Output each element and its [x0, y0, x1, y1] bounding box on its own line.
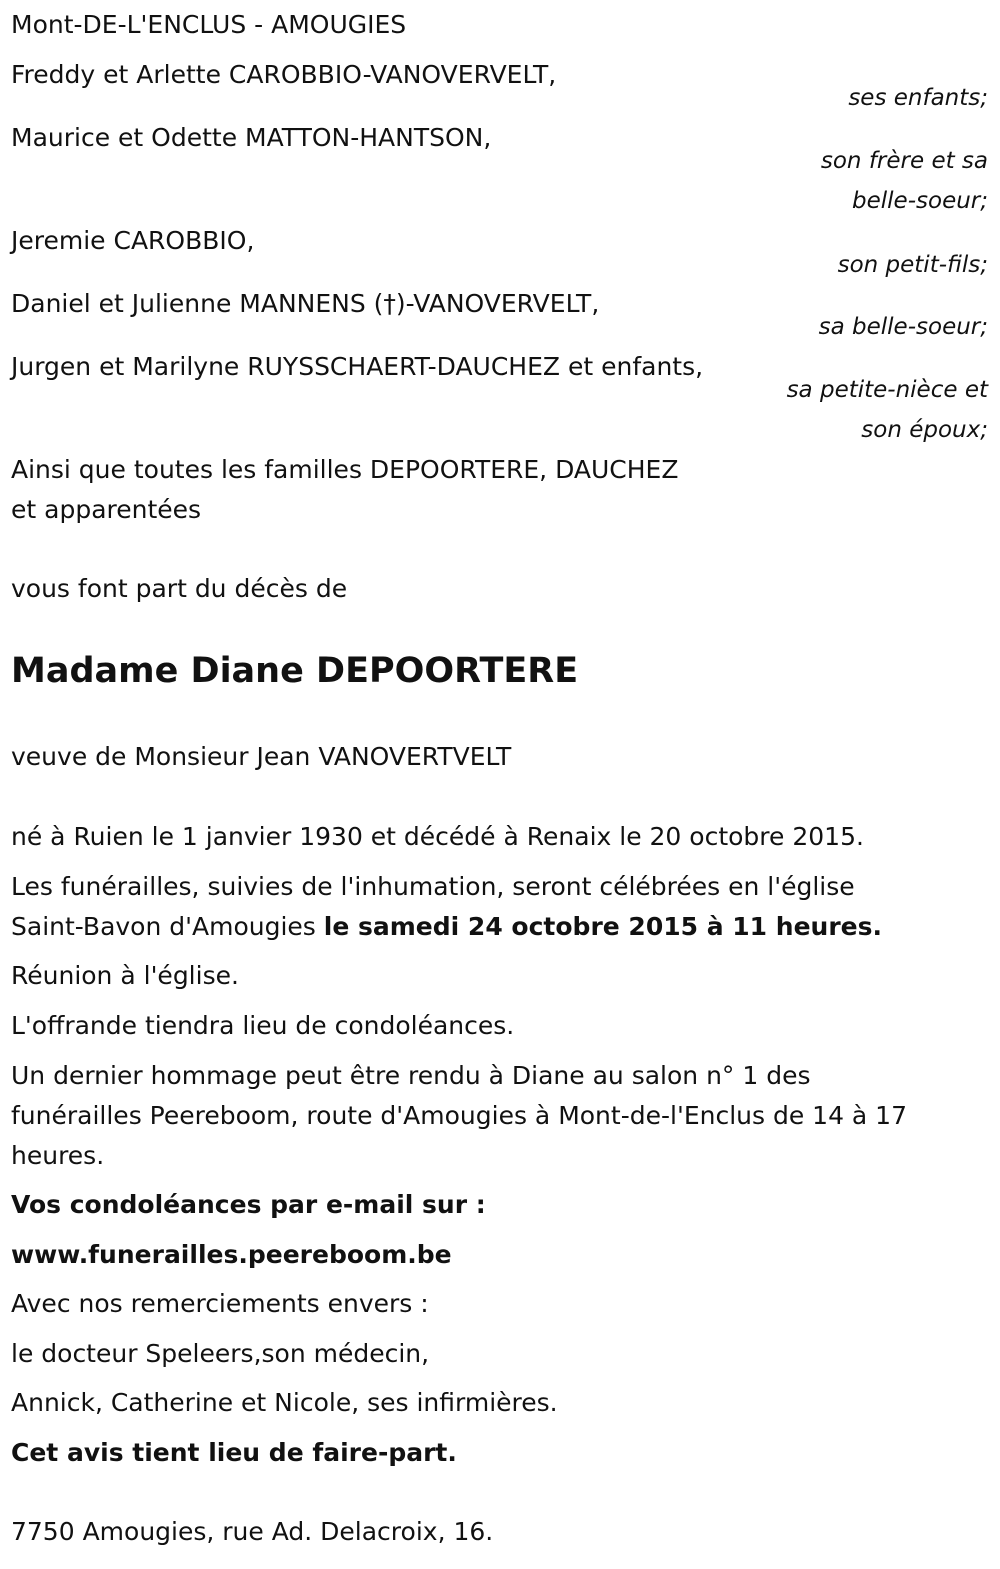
family-names-5: Jurgen et Marilyne RUYSSCHAERT-DAUCHEZ et enfants, — [11, 352, 704, 381]
thanks-doctor: le docteur Speleers,son médecin, — [11, 1339, 430, 1368]
funeral-date: le samedi 24 octobre 2015 à 11 heures. — [323, 912, 882, 941]
family-relation-1: ses enfants; — [848, 85, 988, 111]
family-relation-5a: sa petite-nièce et — [786, 377, 988, 403]
family-relation-2b: belle-soeur; — [852, 188, 988, 214]
birth-death-text: né à Ruien le 1 janvier 1930 et décédé à Renaix le 20 octobre 2015. — [11, 822, 864, 851]
header-location: Mont-DE-L'ENCLUS - AMOUGIES — [11, 10, 407, 39]
thanks-nurses: Annick, Catherine et Nicole, ses infirmières. — [11, 1388, 558, 1417]
family-names-2: Maurice et Odette MATTON-HANTSON, — [11, 123, 492, 152]
tribute-line-3: heures. — [11, 1141, 105, 1170]
thanks-intro: Avec nos remerciements envers : — [11, 1289, 429, 1318]
families-line-2: et apparentées — [11, 495, 202, 524]
funeral-line-2 — [11, 907, 882, 947]
address-text: 7750 Amougies, rue Ad. Delacroix, 16. — [11, 1517, 494, 1546]
family-relation-4: sa belle-soeur; — [818, 314, 988, 340]
family-names-3: Jeremie CAROBBIO, — [11, 226, 255, 255]
funeral-church: Saint-Bavon d'Amougies — [11, 912, 324, 941]
widow-text: veuve de Monsieur Jean VANOVERTVELT — [11, 742, 512, 771]
family-relation-2a: son frère et sa — [820, 148, 988, 174]
families-line-1: Ainsi que toutes les familles DEPOORTERE, DAUCHEZ — [11, 455, 679, 484]
faire-part-notice: Cet avis tient lieu de faire-part. — [11, 1438, 457, 1467]
offering-text: L'offrande tiendra lieu de condoléances. — [11, 1011, 515, 1040]
meeting-text: Réunion à l'église. — [11, 961, 239, 990]
family-names-1: Freddy et Arlette CAROBBIO-VANOVERVELT, — [11, 60, 557, 89]
announce-text: vous font part du décès de — [11, 574, 348, 603]
funeral-line-1: Les funérailles, suivies de l'inhumation, seront célébrées en l'église — [11, 872, 855, 901]
family-relation-5b: son époux; — [861, 417, 988, 443]
condolences-url[interactable]: www.funerailles.peereboom.be — [11, 1240, 452, 1269]
family-names-4: Daniel et Julienne MANNENS (†)-VANOVERVELT, — [11, 289, 600, 318]
family-relation-3: son petit-fils; — [837, 252, 988, 278]
condolences-label: Vos condoléances par e-mail sur : — [11, 1190, 486, 1219]
deceased-name: Madame Diane DEPOORTERE — [11, 651, 579, 691]
tribute-line-1: Un dernier hommage peut être rendu à Diane au salon n° 1 des — [11, 1061, 811, 1090]
tribute-line-2: funérailles Peereboom, route d'Amougies à Mont-de-l'Enclus de 14 à 17 — [11, 1101, 907, 1130]
